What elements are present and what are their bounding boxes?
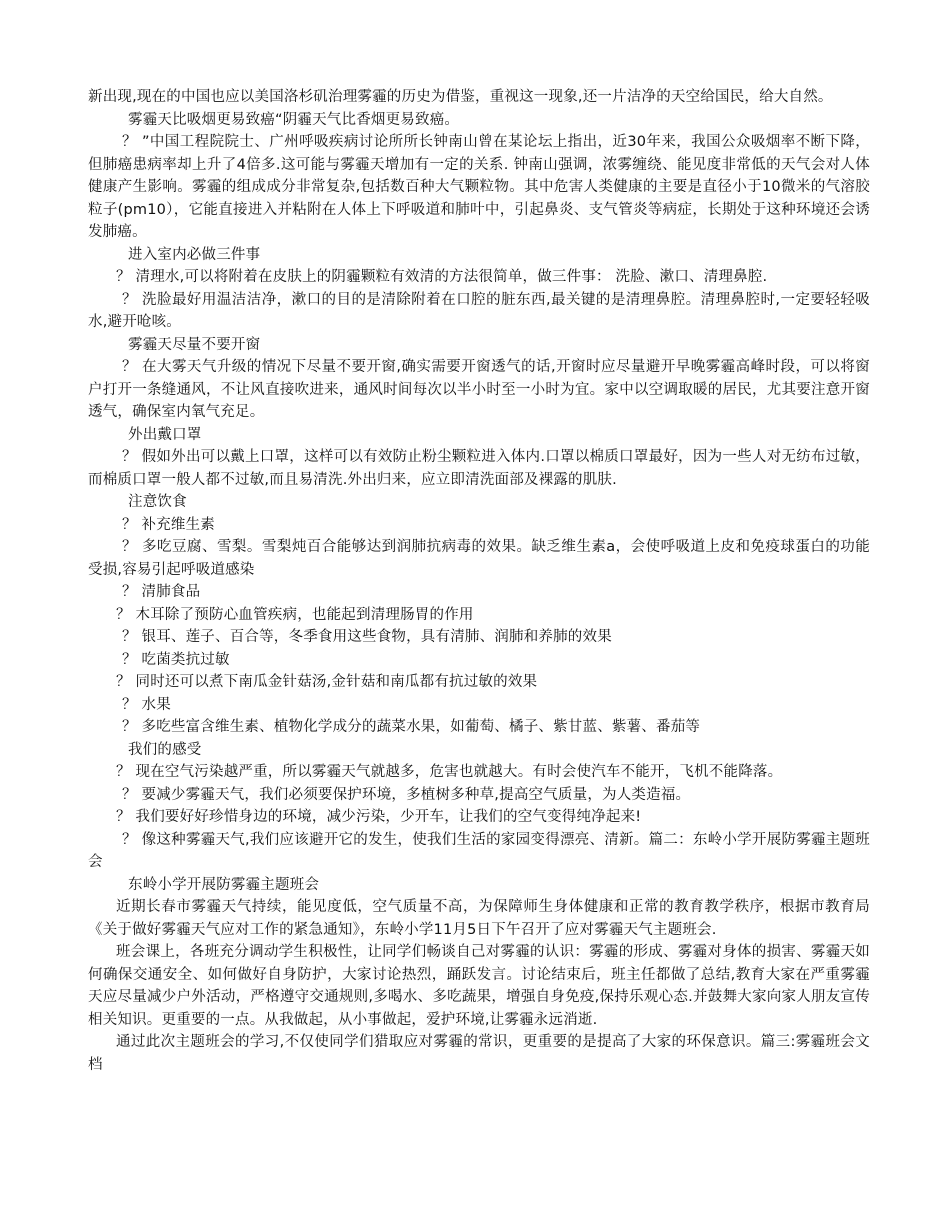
body-paragraph: ？ 我们要好好珍惜身边的环境，减少污染，少开车，让我们的空气变得纯净起来!	[116, 809, 642, 825]
body-paragraph: 通过此次主题班会的学习,不仅使同学们猎取应对雾霾的常识，更重要的是提高了大家的环保意识。篇三:雾霾班会文档	[88, 1034, 870, 1073]
body-paragraph: ？ 多吃豆腐、雪梨。雪梨炖百合能够达到润肺抗病毒的效果。缺乏维生素a，会使呼吸道上皮和免疫球蛋白的功能受损,容易引起呼吸道感染	[88, 539, 870, 578]
body-paragraph: ？ 清理水,可以将附着在皮肤上的阴霾颗粒有效清的方法很简单，做三件事： 洗脸、漱口、清理鼻腔.	[116, 269, 768, 285]
document-body	[88, 86, 870, 1076]
body-paragraph: ？ 银耳、莲子、百合等，冬季食用这些食物，具有清肺、润肺和养肺的效果	[122, 629, 612, 645]
body-paragraph: ？ 洗脸最好用温洁洁净，漱口的目的是清除附着在口腔的脏东西,最关键的是清理鼻腔。清理鼻腔时,一定要轻轻吸水,避开呛咳。	[88, 291, 870, 330]
body-paragraph: ？ 多吃些富含维生素、植物化学成分的蔬菜水果，如葡萄、橘子、紫甘蓝、紫薯、番茄等	[122, 719, 701, 735]
body-paragraph: ？ 水果	[122, 696, 171, 713]
section-heading: 雾霾天比吸烟更易致癌“阴霾天气比香烟更易致癌。	[128, 111, 460, 128]
section-heading: 进入室内必做三件事	[128, 246, 261, 263]
section-heading: 外出戴口罩	[128, 426, 202, 443]
body-paragraph: ？ 吃菌类抗过敏	[122, 651, 230, 668]
body-paragraph: ？ 要减少雾霾天气，我们必须要保护环境，多植树多种草,提高空气质量，为人类造福。	[122, 786, 691, 803]
body-paragraph: ？ 假如外出可以戴上口罩，这样可以有效防止粉尘颗粒进入体内.口罩以棉质口罩最好，因为一些人对无纺布过敏，而棉质口罩一般人都不过敏,而且易清洗.外出归来，应立即清洗面部及裸露的肌肤.	[88, 449, 870, 488]
body-paragraph: 班会课上，各班充分调动学生积极性，让同学们畅谈自己对雾霾的认识：雾霾的形成、雾霾对身体的损害、雾霾天如何确保交通安全、如何做好自身防护，大家讨论热烈，踊跃发言。讨论结束后，班主任都做了总结,教育大家在严重雾霾天应尽量减少户外活动，严格遵守交通规则,多喝水、多吃蔬果，增强自身免疫,保持乐观心态.并鼓舞大家向家人朋友宣传相关知识。更重要的一点。从我做起，从小事做起，爱护环境,让雾霾永远消逝.	[88, 944, 870, 1028]
body-paragraph: ？ 木耳除了预防心血管疾病，也能起到清理肠胃的作用	[116, 606, 474, 623]
section-heading: 东岭小学开展防雾霾主题班会	[128, 876, 320, 893]
section-heading: 我们的感受	[128, 741, 202, 758]
body-paragraph: ？ 现在空气污染越严重，所以雾霾天气就越多，危害也就越大。有时会使汽车不能开，飞机不能降落。	[116, 764, 783, 780]
body-paragraph: ？ 同时还可以煮下南瓜金针菇汤,金针菇和南瓜都有抗过敏的效果	[116, 674, 538, 690]
body-paragraph: ？ ”中国工程院院士、广州呼吸疾病讨论所所长钟南山曾在某论坛上指出，近30年来，我国公众吸烟率不断下降，但肺癌患病率却上升了4倍多.这可能与雾霾天增加有一定的关系. 钟南山强调，浓雾缠绕、能见度非常低的天气会对人体健康产生影响。雾霾的组成成分非常复杂,包括数百种大气颗粒物。其中危害人类健康的主要是直径小于10微米的气溶胶粒子(pm10），它能直接进入并粘附在人体上下呼吸道和肺叶中，引起鼻炎、支气管炎等病症，长期处于这种环境还会诱发肺癌。	[88, 134, 870, 240]
body-paragraph: ？ 清肺食品	[122, 584, 201, 600]
section-heading: 雾霾天尽量不要开窗	[128, 336, 261, 353]
body-paragraph: ？ 在大雾天气升级的情况下尽量不要开窗,确实需要开窗透气的话,开窗时应尽量避开早晚雾霾高峰时段，可以将窗户打开一条缝通风，不让风直接吹进来，通风时间每次以半小时至一小时为宜。家中以空调取暖的居民，尤其要注意开窗透气，确保室内氧气充足。	[88, 359, 870, 420]
body-paragraph: ？ 补充维生素	[122, 516, 216, 533]
body-paragraph: 新出现,现在的中国也应以美国洛杉矶治理雾霾的历史为借鉴，重视这一现象,还一片洁净的天空给国民，给大自然。	[88, 89, 833, 105]
body-paragraph: 近期长春市雾霾天气持续，能见度低，空气质量不高，为保障师生身体健康和正常的教育教学秩序，根据市教育局《关于做好雾霾天气应对工作的紧急通知》，东岭小学11月5日下午召开了应对雾霾天气主题班会.	[88, 899, 870, 938]
section-heading: 注意饮食	[128, 494, 187, 510]
body-paragraph: ？ 像这种雾霾天气,我们应该避开它的发生，使我们生活的家园变得漂亮、清新。篇二：东岭小学开展防雾霾主题班会	[88, 831, 870, 870]
